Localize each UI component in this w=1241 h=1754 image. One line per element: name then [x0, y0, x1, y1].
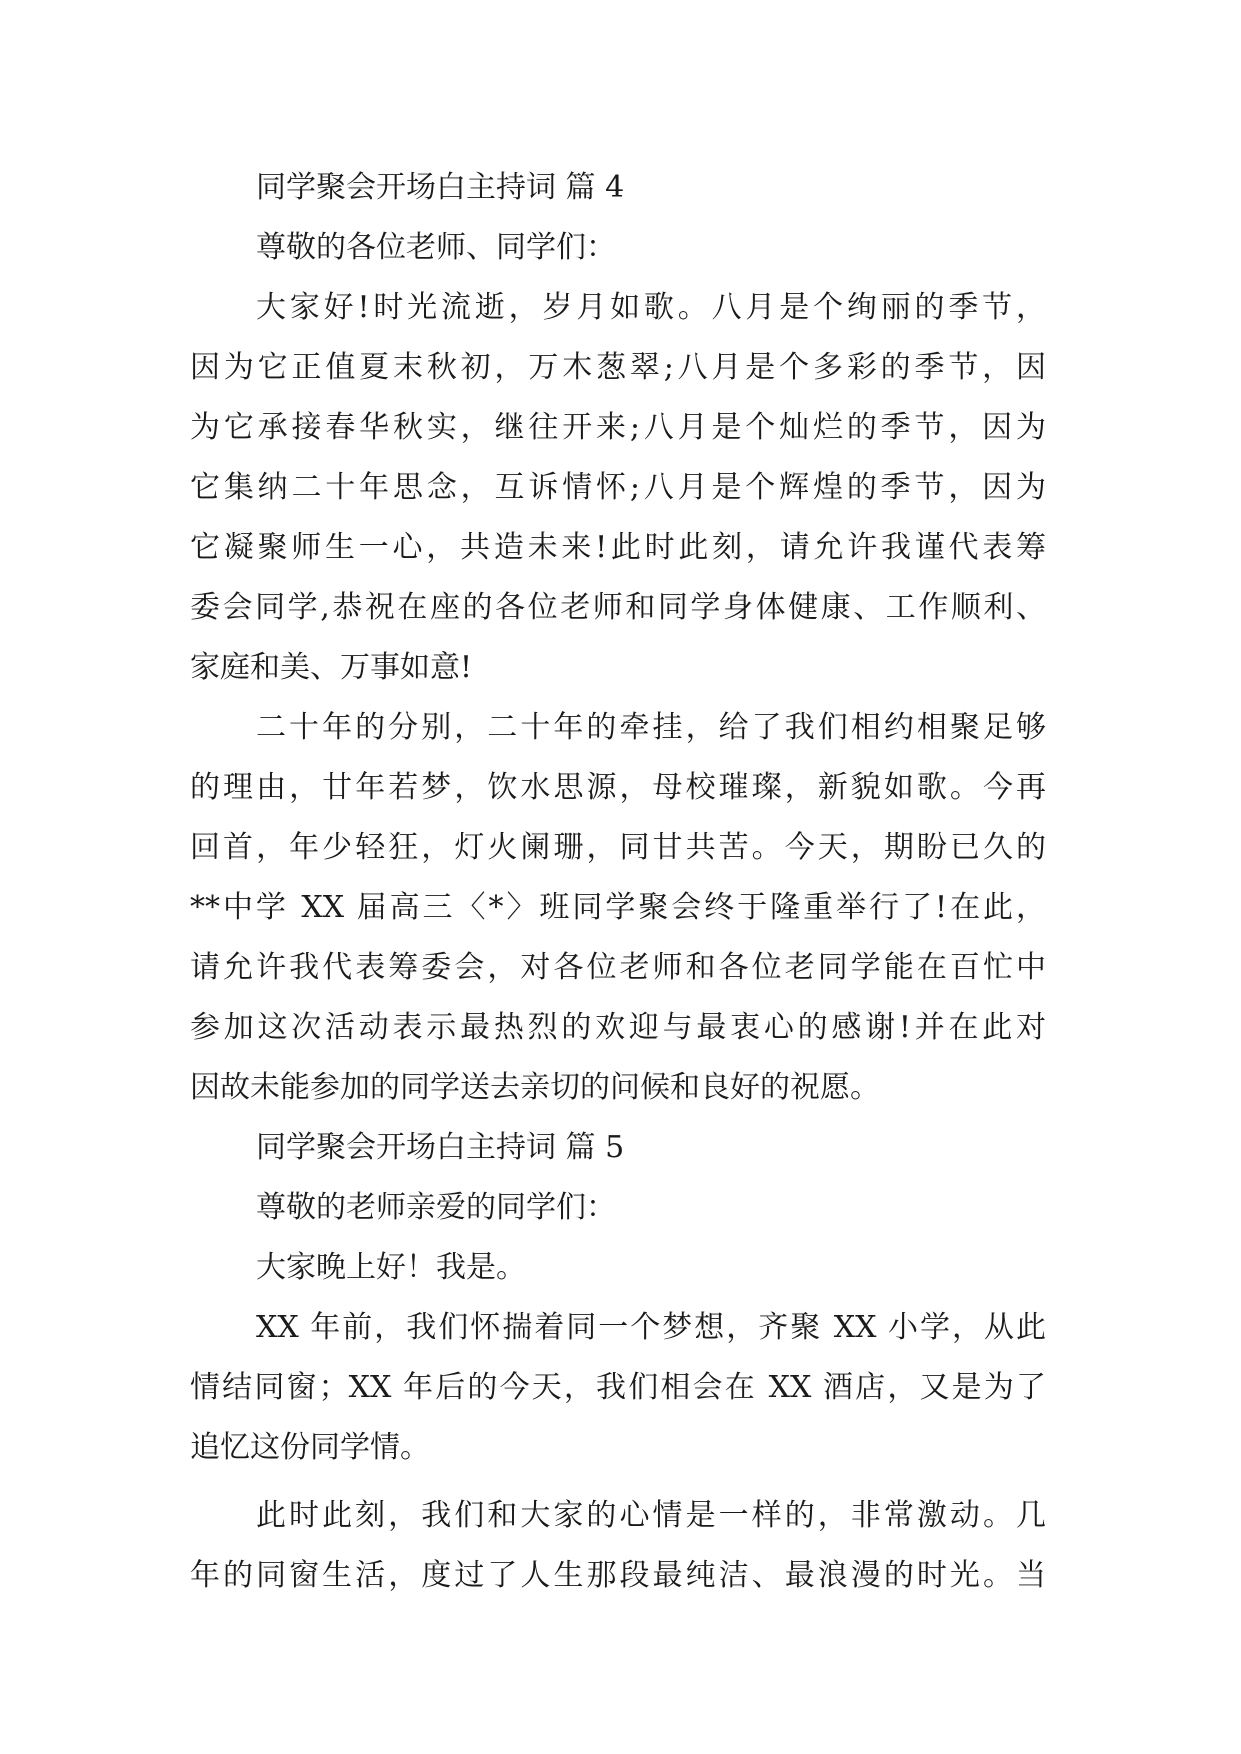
paragraph-line: 为它承接春华秋实，继往开来;八月是个灿烂的季节，因为	[190, 410, 1046, 445]
section-4-paragraph-1	[190, 278, 1046, 698]
section-4-paragraph-2	[190, 698, 1046, 1118]
paragraph-gap	[190, 1478, 1046, 1486]
paragraph-line: 回首，年少轻狂，灯火阑珊，同甘共苦。今天，期盼已久的	[190, 830, 1046, 865]
paragraph-line: 因故未能参加的同学送去亲切的问候和良好的祝愿。	[190, 1070, 880, 1105]
section-5-salutation: 尊敬的老师亲爱的同学们：	[256, 1190, 616, 1225]
paragraph-line: 此时此刻，我们和大家的心情是一样的，非常激动。几	[256, 1498, 1046, 1533]
paragraph-line: 它集纳二十年思念，互诉情怀;八月是个辉煌的季节，因为	[190, 470, 1046, 505]
paragraph-line: 二十年的分别，二十年的牵挂，给了我们相约相聚足够	[256, 710, 1046, 745]
paragraph-line: 委会同学,恭祝在座的各位老师和同学身体健康、工作顺利、	[190, 590, 1046, 625]
paragraph-line: 请允许我代表筹委会，对各位老师和各位老同学能在百忙中	[190, 950, 1046, 985]
paragraph-line: 参加这次活动表示最热烈的欢迎与最衷心的感谢!并在此对	[190, 1010, 1046, 1045]
paragraph-line: 它凝聚师生一心，共造未来!此时此刻，请允许我谨代表筹	[190, 530, 1046, 565]
section-5-paragraph-1	[190, 1298, 1046, 1478]
section-4-heading: 同学聚会开场白主持词 篇 4	[256, 170, 625, 205]
paragraph-line: **中学 XX 届高三〈*〉班同学聚会终于隆重举行了!在此，	[190, 890, 1046, 925]
paragraph-line: 家庭和美、万事如意!	[190, 650, 473, 685]
paragraph-line: 年的同窗生活，度过了人生那段最纯洁、最浪漫的时光。当	[190, 1558, 1046, 1593]
paragraph-line: 追忆这份同学情。	[190, 1430, 430, 1465]
paragraph-line: 的理由，廿年若梦，饮水思源，母校璀璨，新貌如歌。今再	[190, 770, 1046, 805]
section-5-paragraph-2	[190, 1486, 1046, 1606]
paragraph-line: XX 年前，我们怀揣着同一个梦想，齐聚 XX 小学，从此	[256, 1310, 1046, 1345]
document-body	[190, 158, 1046, 1606]
section-5-heading: 同学聚会开场白主持词 篇 5	[256, 1130, 625, 1165]
paragraph-line: 情结同窗；XX 年后的今天，我们相会在 XX 酒店，又是为了	[190, 1370, 1046, 1405]
paragraph-line: 因为它正值夏末秋初，万木葱翠;八月是个多彩的季节，因	[190, 350, 1046, 385]
section-5-greeting: 大家晚上好！我是。	[256, 1250, 526, 1285]
section-4-salutation: 尊敬的各位老师、同学们：	[256, 230, 616, 265]
paragraph-line: 大家好!时光流逝，岁月如歌。八月是个绚丽的季节，	[256, 290, 1046, 325]
